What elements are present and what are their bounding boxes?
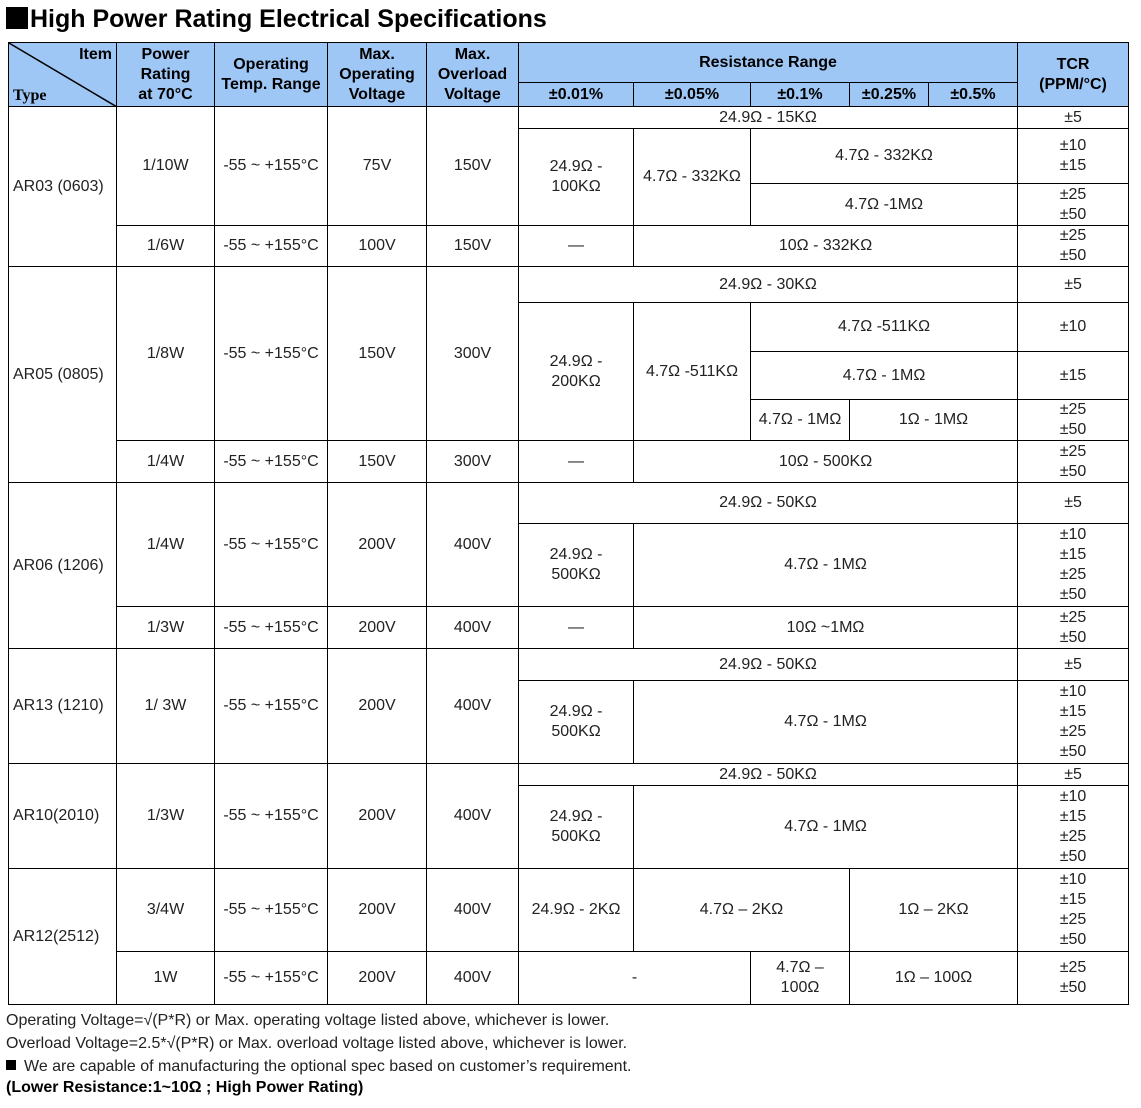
power-cell: 1/8W bbox=[117, 267, 215, 441]
temp-cell: -55 ~ +155°C bbox=[215, 764, 328, 869]
op-voltage-cell: 200V bbox=[328, 649, 427, 764]
resistance-cell: 1Ω – 2KΩ bbox=[850, 869, 1018, 952]
table-row bbox=[9, 764, 1129, 786]
tcr-cell: ±25 ±50 bbox=[1018, 226, 1129, 267]
resistance-cell: 4.7Ω - 1MΩ bbox=[751, 352, 1018, 400]
power-cell: 1W bbox=[117, 952, 215, 1005]
power-cell: 1/ 3W bbox=[117, 649, 215, 764]
tolerance-header: ±0.25% bbox=[850, 83, 929, 107]
ov-voltage-cell: 400V bbox=[427, 607, 519, 649]
tolerance-header: ±0.5% bbox=[929, 83, 1018, 107]
bullet-square-icon bbox=[6, 1060, 16, 1070]
resistance-cell: 24.9Ω - 50KΩ bbox=[519, 649, 1018, 681]
resistance-cell: 1Ω - 1MΩ bbox=[850, 400, 1018, 441]
tcr-cell: ±25 ±50 bbox=[1018, 400, 1129, 441]
note-operating-voltage: Operating Voltage=√(P*R) or Max. operating voltage listed above, whichever is lower. bbox=[6, 1012, 610, 1029]
max-operating-header: Max. Operating Voltage bbox=[328, 43, 427, 107]
type-cell: AR10(2010) bbox=[9, 764, 117, 869]
temp-cell: -55 ~ +155°C bbox=[215, 607, 328, 649]
resistance-cell: 4.7Ω -511KΩ bbox=[634, 303, 751, 441]
power-rating-header: Power Rating at 70°C bbox=[117, 43, 215, 107]
tcr-cell: ±5 bbox=[1018, 483, 1129, 524]
temp-cell: -55 ~ +155°C bbox=[215, 869, 328, 952]
resistance-cell: 24.9Ω - 30KΩ bbox=[519, 267, 1018, 303]
tcr-cell: ±10 bbox=[1018, 303, 1129, 352]
temp-cell: -55 ~ +155°C bbox=[215, 441, 328, 483]
ov-voltage-cell: 300V bbox=[427, 441, 519, 483]
resistance-cell: — bbox=[519, 226, 634, 267]
resistance-cell: 24.9Ω - 500KΩ bbox=[519, 524, 634, 607]
op-voltage-cell: 200V bbox=[328, 483, 427, 607]
resistance-cell: 4.7Ω – 2KΩ bbox=[634, 869, 850, 952]
resistance-cell: 4.7Ω -511KΩ bbox=[751, 303, 1018, 352]
page-title bbox=[6, 3, 547, 35]
tcr-cell: ±25 ±50 bbox=[1018, 184, 1129, 226]
resistance-cell: 24.9Ω - 100KΩ bbox=[519, 129, 634, 226]
note-optional-spec: We are capable of manufacturing the optional spec based on customer’s requirement. bbox=[6, 1057, 631, 1077]
op-voltage-cell: 150V bbox=[328, 441, 427, 483]
tcr-cell: ±10 ±15 ±25 ±50 bbox=[1018, 681, 1129, 764]
tolerance-header: ±0.01% bbox=[519, 83, 634, 107]
resistance-cell: 10Ω - 500KΩ bbox=[634, 441, 1018, 483]
temp-cell: -55 ~ +155°C bbox=[215, 267, 328, 441]
power-cell: 1/4W bbox=[117, 483, 215, 607]
tcr-cell: ±25 ±50 bbox=[1018, 607, 1129, 649]
ov-voltage-cell: 400V bbox=[427, 869, 519, 952]
tcr-cell: ±5 bbox=[1018, 267, 1129, 303]
table-body bbox=[9, 107, 1129, 1005]
table-row bbox=[9, 869, 1129, 952]
op-voltage-cell: 75V bbox=[328, 107, 427, 226]
power-cell: 1/10W bbox=[117, 107, 215, 226]
table-row bbox=[9, 107, 1129, 129]
ov-voltage-cell: 400V bbox=[427, 483, 519, 607]
op-voltage-cell: 100V bbox=[328, 226, 427, 267]
max-overload-header: Max. Overload Voltage bbox=[427, 43, 519, 107]
resistance-cell: 24.9Ω - 500KΩ bbox=[519, 786, 634, 869]
temp-cell: -55 ~ +155°C bbox=[215, 226, 328, 267]
page-title-text: High Power Rating Electrical Specifications bbox=[30, 5, 547, 33]
resistance-range-header: Resistance Range bbox=[519, 43, 1018, 83]
ov-voltage-cell: 300V bbox=[427, 267, 519, 441]
ov-voltage-cell: 150V bbox=[427, 226, 519, 267]
resistance-cell: — bbox=[519, 607, 634, 649]
power-cell: 1/4W bbox=[117, 441, 215, 483]
tcr-cell: ±5 bbox=[1018, 107, 1129, 129]
temp-cell: -55 ~ +155°C bbox=[215, 649, 328, 764]
tcr-cell: ±25 ±50 bbox=[1018, 441, 1129, 483]
tcr-cell: ±10 ±15 bbox=[1018, 129, 1129, 184]
table-header bbox=[9, 43, 1129, 107]
tcr-cell: ±10 ±15 ±25 ±50 bbox=[1018, 786, 1129, 869]
type-cell: AR12(2512) bbox=[9, 869, 117, 1005]
tolerance-header: ±0.05% bbox=[634, 83, 751, 107]
resistance-cell: 24.9Ω - 200KΩ bbox=[519, 303, 634, 441]
resistance-cell: — bbox=[519, 441, 634, 483]
resistance-cell: 4.7Ω - 1MΩ bbox=[634, 786, 1018, 869]
ov-voltage-cell: 400V bbox=[427, 952, 519, 1005]
op-voltage-cell: 200V bbox=[328, 764, 427, 869]
op-voltage-cell: 200V bbox=[328, 607, 427, 649]
tolerance-header: ±0.1% bbox=[751, 83, 850, 107]
resistance-cell: - bbox=[519, 952, 751, 1005]
table-row bbox=[9, 483, 1129, 524]
resistance-cell: 10Ω - 332KΩ bbox=[634, 226, 1018, 267]
tcr-cell: ±5 bbox=[1018, 764, 1129, 786]
op-voltage-cell: 150V bbox=[328, 267, 427, 441]
temp-range-header: Operating Temp. Range bbox=[215, 43, 328, 107]
type-cell: AR05 (0805) bbox=[9, 267, 117, 483]
tcr-cell: ±5 bbox=[1018, 649, 1129, 681]
type-cell: AR03 (0603) bbox=[9, 107, 117, 267]
tcr-cell: ±10 ±15 ±25 ±50 bbox=[1018, 524, 1129, 607]
temp-cell: -55 ~ +155°C bbox=[215, 107, 328, 226]
resistance-cell: 1Ω – 100Ω bbox=[850, 952, 1018, 1005]
resistance-cell: 4.7Ω - 1MΩ bbox=[634, 681, 1018, 764]
power-cell: 1/6W bbox=[117, 226, 215, 267]
tcr-header: TCR (PPM/°C) bbox=[1018, 43, 1129, 107]
temp-cell: -55 ~ +155°C bbox=[215, 952, 328, 1005]
table-row bbox=[9, 226, 1129, 267]
resistance-cell: 4.7Ω -1MΩ bbox=[751, 184, 1018, 226]
resistance-cell: 24.9Ω - 500KΩ bbox=[519, 681, 634, 764]
power-cell: 1/3W bbox=[117, 607, 215, 649]
resistance-cell: 4.7Ω - 1MΩ bbox=[634, 524, 1018, 607]
table-row bbox=[9, 607, 1129, 649]
temp-cell: -55 ~ +155°C bbox=[215, 483, 328, 607]
resistance-cell: 4.7Ω - 332KΩ bbox=[634, 129, 751, 226]
table-row bbox=[9, 441, 1129, 483]
tcr-cell: ±15 bbox=[1018, 352, 1129, 400]
power-cell: 3/4W bbox=[117, 869, 215, 952]
resistance-cell: 24.9Ω - 15KΩ bbox=[519, 107, 1018, 129]
op-voltage-cell: 200V bbox=[328, 952, 427, 1005]
note-lower-resistance: (Lower Resistance:1~10Ω ; High Power Rating) bbox=[6, 1079, 364, 1096]
spec-table bbox=[8, 42, 1129, 1005]
power-cell: 1/3W bbox=[117, 764, 215, 869]
tcr-cell: ±25 ±50 bbox=[1018, 952, 1129, 1005]
item-type-header bbox=[9, 43, 117, 107]
item-label: Item bbox=[79, 46, 112, 63]
resistance-cell: 24.9Ω - 50KΩ bbox=[519, 764, 1018, 786]
resistance-cell: 4.7Ω - 332KΩ bbox=[751, 129, 1018, 184]
type-label: Type bbox=[13, 87, 47, 104]
title-square-icon bbox=[6, 7, 28, 29]
op-voltage-cell: 200V bbox=[328, 869, 427, 952]
table-row bbox=[9, 267, 1129, 303]
resistance-cell: 10Ω ~1MΩ bbox=[634, 607, 1018, 649]
type-cell: AR13 (1210) bbox=[9, 649, 117, 764]
resistance-cell: 24.9Ω - 2KΩ bbox=[519, 869, 634, 952]
table-row bbox=[9, 952, 1129, 1005]
type-cell: AR06 (1206) bbox=[9, 483, 117, 649]
resistance-cell: 4.7Ω – 100Ω bbox=[751, 952, 850, 1005]
note-overload-voltage: Overload Voltage=2.5*√(P*R) or Max. overload voltage listed above, whichever is lower. bbox=[6, 1035, 628, 1052]
ov-voltage-cell: 400V bbox=[427, 764, 519, 869]
tcr-cell: ±10 ±15 ±25 ±50 bbox=[1018, 869, 1129, 952]
table-row bbox=[9, 649, 1129, 681]
ov-voltage-cell: 400V bbox=[427, 649, 519, 764]
resistance-cell: 4.7Ω - 1MΩ bbox=[751, 400, 850, 441]
resistance-cell: 24.9Ω - 50KΩ bbox=[519, 483, 1018, 524]
ov-voltage-cell: 150V bbox=[427, 107, 519, 226]
